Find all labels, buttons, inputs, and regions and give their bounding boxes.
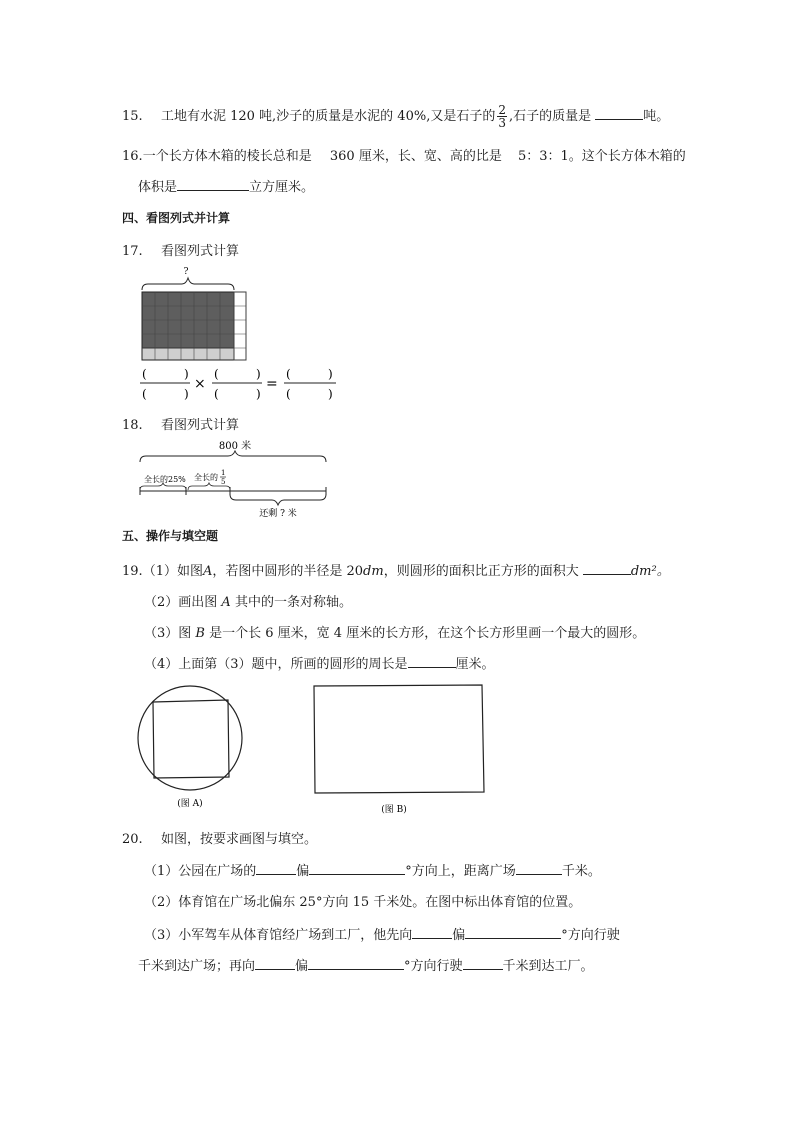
answer-blank[interactable] — [465, 924, 561, 939]
question-number: 19. — [122, 564, 143, 579]
square — [153, 700, 229, 778]
segment-2-label: 全长的 — [194, 473, 218, 482]
figure-b — [308, 682, 492, 818]
q17-formula — [138, 364, 348, 402]
svg-text:(: ( — [214, 387, 219, 401]
edge-sum-value: 360 — [329, 149, 355, 164]
unit: 立方厘米。 — [249, 180, 315, 195]
question-19-part1: 19.（1）如图A，若图中圆形的半径是 20dm，则圆形的面积比正方形的面积大 dm²。 — [122, 560, 670, 579]
svg-text:(: ( — [286, 387, 291, 401]
svg-text:(: ( — [142, 387, 147, 401]
section-heading: 四、看图列式并计算 — [122, 211, 231, 225]
svg-text:): ) — [328, 367, 333, 381]
times-sign: × — [194, 376, 206, 392]
figure-ref: B — [195, 626, 205, 641]
svg-text:): ) — [328, 387, 333, 401]
question-20-part3: （3）小军驾车从体育馆经广场到工厂，他先向 偏 °方向行驶 — [144, 924, 620, 943]
section-heading: 五、操作与填空题 — [122, 529, 219, 543]
q18-segment-diagram — [138, 436, 338, 522]
question-20 — [122, 828, 317, 847]
answer-blank[interactable] — [463, 955, 503, 970]
question-15 — [122, 104, 669, 129]
question-16-line2 — [138, 176, 314, 195]
remaining-label: 还剩 ? 米 — [259, 509, 297, 519]
svg-text:): ) — [256, 387, 261, 401]
svg-text:(: ( — [286, 367, 291, 381]
question-19-part2: （2）画出图 A 其中的一条对称轴。 — [144, 595, 352, 610]
question-20-part2: （2）体育馆在广场北偏东 25°方向 15 千米处。在图中标出体育馆的位置。 — [144, 895, 582, 910]
question-title: 如图，按要求画图与填空。 — [160, 832, 317, 847]
svg-text:(: ( — [214, 367, 219, 381]
answer-blank[interactable] — [412, 924, 452, 939]
fraction: $\frac{2}{3}$ — [498, 103, 506, 130]
answer-blank[interactable] — [177, 176, 249, 191]
answer-blank[interactable] — [308, 955, 404, 970]
question-title: 看图列式计算 — [160, 418, 239, 433]
figure-ref: A — [202, 564, 213, 579]
answer-blank[interactable] — [583, 560, 631, 575]
question-number: 20. — [122, 832, 143, 847]
answer-blank[interactable] — [516, 860, 562, 875]
answer-blank[interactable] — [256, 860, 296, 875]
brace — [142, 278, 234, 290]
question-title: 看图列式计算 — [160, 244, 239, 259]
svg-text:1: 1 — [221, 469, 226, 477]
question-number: 18. — [122, 418, 143, 433]
question-number: 17. — [122, 244, 143, 259]
svg-text:5: 5 — [221, 478, 226, 486]
segment-1-label: 全长的25% — [144, 475, 186, 484]
question-16 — [122, 145, 686, 164]
svg-text:): ) — [184, 387, 189, 401]
figure-ref: A — [221, 595, 231, 610]
svg-text:): ) — [256, 367, 261, 381]
question-text-b: 厘米，长、宽、高的比是 — [358, 149, 502, 164]
answer-blank[interactable] — [595, 105, 643, 120]
unit: dm — [363, 564, 384, 579]
question-text: 一个长方体木箱的棱长总和是 — [142, 149, 312, 164]
question-number: 15. — [122, 109, 143, 124]
question-20-part1: （1）公园在广场的 偏 °方向上，距离广场 千米。 — [144, 860, 601, 879]
question-17 — [122, 240, 239, 259]
figure-b-caption: (图 B) — [381, 805, 407, 815]
answer-blank[interactable] — [309, 860, 405, 875]
question-20-part3-line2: 千米到达广场；再向 偏 °方向行驶 千米到达工厂。 — [138, 955, 594, 974]
question-number: 16. — [122, 149, 143, 164]
unit: 吨。 — [643, 109, 670, 124]
question-text: 工地有水泥 120 吨,沙子的质量是水泥的 40%,又是石子的 — [160, 109, 496, 124]
question-18 — [122, 414, 239, 433]
rectangle — [314, 685, 484, 793]
right-column — [234, 292, 246, 360]
total-label: 800 米 — [218, 441, 252, 452]
paren: ( — [142, 367, 147, 381]
question-text: 体积是 — [138, 180, 178, 195]
question-19-part3: （3）图 B 是一个长 6 厘米，宽 4 厘米的长方形，在这个长方形里画一个最大的圆形。 — [144, 626, 646, 641]
question-text-c: 。这个长方体木箱的 — [568, 149, 686, 164]
q17-grid-figure — [138, 264, 258, 364]
question-text-b: ,石子的质量是 — [508, 109, 592, 124]
ratio-value: 5：3：1 — [517, 149, 569, 164]
equals-sign: = — [266, 376, 278, 392]
brace-label: ? — [183, 267, 189, 277]
figure-a-caption: (图 A) — [177, 799, 203, 809]
answer-blank[interactable] — [408, 653, 456, 668]
figure-a — [136, 680, 246, 810]
unit: dm²。 — [630, 564, 670, 579]
answer-blank[interactable] — [255, 955, 295, 970]
svg-text:): ) — [184, 367, 189, 381]
question-19-part4: （4）上面第（3）题中，所画的圆形的周长是 厘米。 — [144, 653, 495, 672]
